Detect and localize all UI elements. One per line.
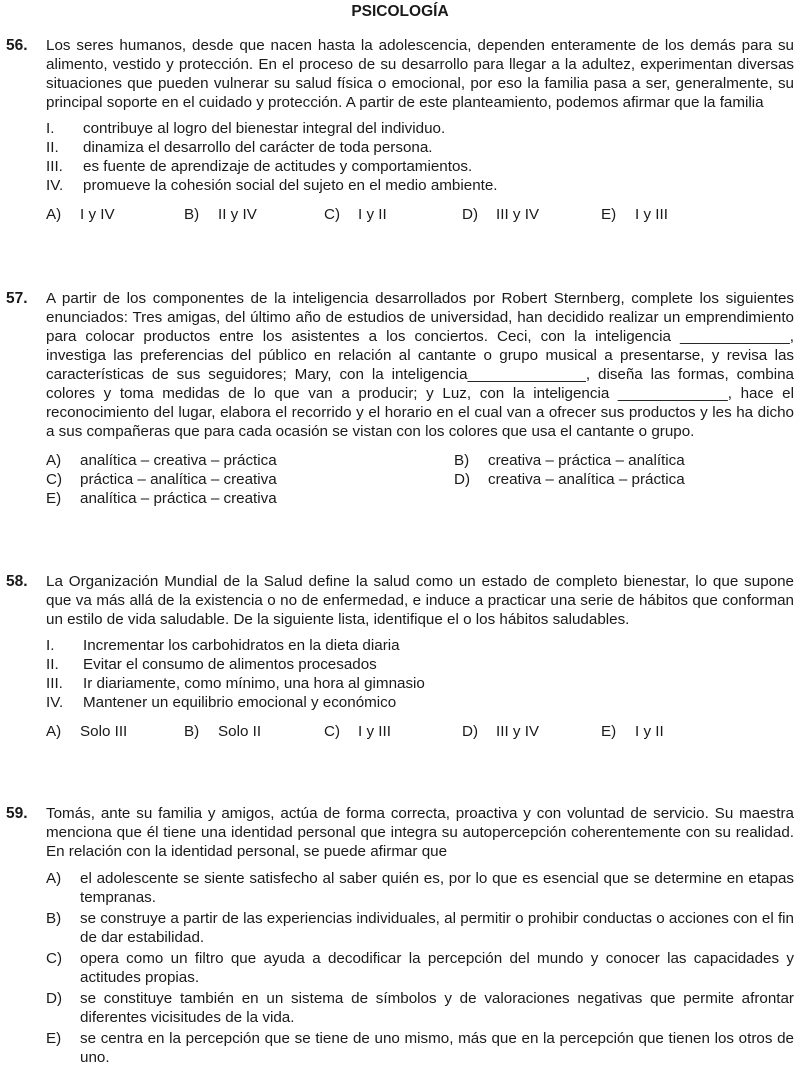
statement-text: es fuente de aprendizaje de actitudes y comportamientos. — [83, 158, 473, 175]
statement-number: II. — [46, 139, 59, 156]
option-letter: B) — [184, 206, 200, 223]
question-stem: Los seres humanos, desde que nacen hasta la adolescencia, dependen enteramente de los demás para su alimento, vestido y protección. En el proceso de su desarrollo para llegar a la adultez, experimentan diversas situaciones que pueden vulnerar su salud física o emocional, por eso la familia pasa a ser, generalmente, su principal soporte en el cuidado y protección. A partir de este planteamiento, podemos afirmar que la familia — [46, 37, 794, 111]
statement-list — [46, 636, 800, 712]
option-a — [46, 869, 794, 907]
option-a — [46, 205, 115, 224]
option-text: se constituye también en un sistema de símbolos y de valoraciones negativas que permite afrontar diferentes vicisitudes de la vida. — [80, 990, 794, 1026]
option-text: I y III — [635, 206, 668, 223]
option-text: analítica – práctica – creativa — [80, 490, 277, 507]
statement-number: III. — [46, 158, 63, 175]
statement-list — [46, 119, 800, 195]
option-letter: C) — [46, 950, 63, 967]
question-57 — [0, 289, 800, 508]
question-58 — [0, 572, 800, 741]
option-c — [46, 949, 794, 987]
option-letter: D) — [462, 723, 479, 740]
option-text: el adolescente se siente satisfecho al saber quién es, por lo que es esencial que se determine en etapas tempranas. — [80, 870, 794, 906]
question-stem: A partir de los componentes de la inteligencia desarrollados por Robert Sternberg, complete los siguientes enunciados: Tres amigas, del último año de estudios de universidad, han decidido realizar un emprendimiento para colocar productos entre los asistentes a los conciertos. Ceci, con la inteligencia _____________, investiga las preferencias del público en relación al cantante o grupo musical a presentarse, y revisa las características de sus seguidores; Mary, con la inteligencia______________, diseña las formas, combina colores y toma medidas de lo que van a producir; y Luz, con la inteligencia _____________, hace el reconocimiento del lugar, elabora el recorrido y el horario en el cual van a ofrecer sus productos y les ha dicho a sus compañeras que para cada ocasión se vistan con los colores que usa el cantante o grupo. — [46, 290, 794, 440]
option-letter: E) — [46, 490, 62, 507]
question-number: 59. — [6, 805, 28, 822]
statement-text: promueve la cohesión social del sujeto en el medio ambiente. — [83, 177, 498, 194]
option-text: se construye a partir de las experiencias individuales, al permitir o prohibir conductas o acciones con el fin de dar estabilidad. — [80, 910, 794, 946]
option-text: I y III — [358, 723, 391, 740]
statement-item — [46, 157, 800, 176]
question-stem: Tomás, ante su familia y amigos, actúa de forma correcta, proactiva y con voluntad de servicio. Su maestra menciona que él tiene una identidad personal que integra su autopercepción coherentemente con su realidad. En relación con la identidad personal, se puede afirmar que — [46, 805, 794, 860]
option-text: III y IV — [496, 206, 540, 223]
option-c — [324, 205, 387, 224]
option-d — [46, 989, 794, 1027]
option-letter: D) — [454, 471, 471, 488]
options-row — [46, 722, 800, 741]
statement-text: dinamiza el desarrollo del carácter de toda persona. — [83, 139, 433, 156]
option-letter: C) — [324, 723, 341, 740]
statement-number: IV. — [46, 177, 64, 194]
statement-item — [46, 636, 800, 655]
statement-number: I. — [46, 637, 55, 654]
option-a — [46, 451, 277, 470]
statement-item — [46, 693, 800, 712]
option-letter: D) — [46, 990, 63, 1007]
option-letter: B) — [454, 452, 470, 469]
statement-item — [46, 119, 800, 138]
option-text: opera como un filtro que ayuda a decodificar la percepción del mundo y conocer las capacidades y actitudes propias. — [80, 950, 794, 986]
option-letter: A) — [46, 206, 62, 223]
option-d — [454, 470, 685, 489]
options-row — [46, 489, 800, 508]
option-text: III y IV — [496, 723, 540, 740]
statement-text: contribuye al logro del bienestar integral del individuo. — [83, 120, 446, 137]
option-text: se centra en la percepción que se tiene de uno mismo, más que en la percepción que tienen los otros de uno. — [80, 1030, 794, 1066]
option-letter: E) — [46, 1030, 62, 1047]
option-letter: C) — [324, 206, 341, 223]
option-letter: E) — [601, 723, 617, 740]
option-letter: D) — [462, 206, 479, 223]
option-text: I y II — [358, 206, 387, 223]
statement-number: I. — [46, 120, 55, 137]
option-e — [601, 722, 664, 741]
option-d — [462, 205, 539, 224]
question-number: 56. — [6, 37, 28, 54]
option-letter: B) — [46, 910, 62, 927]
option-letter: A) — [46, 870, 62, 887]
statement-number: III. — [46, 675, 63, 692]
option-letter: E) — [601, 206, 617, 223]
option-b — [46, 909, 794, 947]
options-stack — [46, 869, 800, 1067]
options-row — [46, 451, 800, 470]
question-number: 57. — [6, 290, 28, 307]
option-letter: A) — [46, 723, 62, 740]
statement-number: II. — [46, 656, 59, 673]
option-a — [46, 722, 127, 741]
statement-text: Evitar el consumo de alimentos procesados — [83, 656, 377, 673]
option-text: I y IV — [80, 206, 115, 223]
option-e — [46, 1029, 794, 1067]
option-b — [184, 722, 261, 741]
options-row — [46, 205, 800, 224]
option-text: creativa – analítica – práctica — [488, 471, 685, 488]
option-text: Solo III — [80, 723, 128, 740]
question-59 — [0, 804, 800, 1069]
option-letter: C) — [46, 471, 63, 488]
question-number: 58. — [6, 573, 28, 590]
option-text: creativa – práctica – analítica — [488, 452, 685, 469]
statement-number: IV. — [46, 694, 64, 711]
option-e — [46, 489, 277, 508]
option-text: práctica – analítica – creativa — [80, 471, 277, 488]
statement-item — [46, 138, 800, 157]
statement-item — [46, 176, 800, 195]
option-e — [601, 205, 668, 224]
option-letter: B) — [184, 723, 200, 740]
option-c — [324, 722, 391, 741]
statement-item — [46, 655, 800, 674]
option-text: II y IV — [218, 206, 257, 223]
statement-text: Mantener un equilibrio emocional y económico — [83, 694, 397, 711]
option-c — [46, 470, 277, 489]
question-stem: La Organización Mundial de la Salud define la salud como un estado de completo bienestar, lo que supone que va más allá de la existencia o no de enfermedad, e induce a practicar una serie de hábitos que conforman un estilo de vida saludable. De la siguiente lista, identifique el o los hábitos saludables. — [46, 573, 794, 628]
statement-text: Ir diariamente, como mínimo, una hora al gimnasio — [83, 675, 425, 692]
option-b — [184, 205, 257, 224]
statement-item — [46, 674, 800, 693]
option-b — [454, 451, 685, 470]
question-56 — [0, 36, 800, 224]
statement-text: Incrementar los carbohidratos en la dieta diaria — [83, 637, 400, 654]
option-text: analítica – creativa – práctica — [80, 452, 277, 469]
section-title: PSICOLOGÍA — [351, 3, 449, 20]
option-letter: A) — [46, 452, 62, 469]
option-text: Solo II — [218, 723, 262, 740]
options-row — [46, 470, 800, 489]
option-d — [462, 722, 539, 741]
option-text: I y II — [635, 723, 664, 740]
